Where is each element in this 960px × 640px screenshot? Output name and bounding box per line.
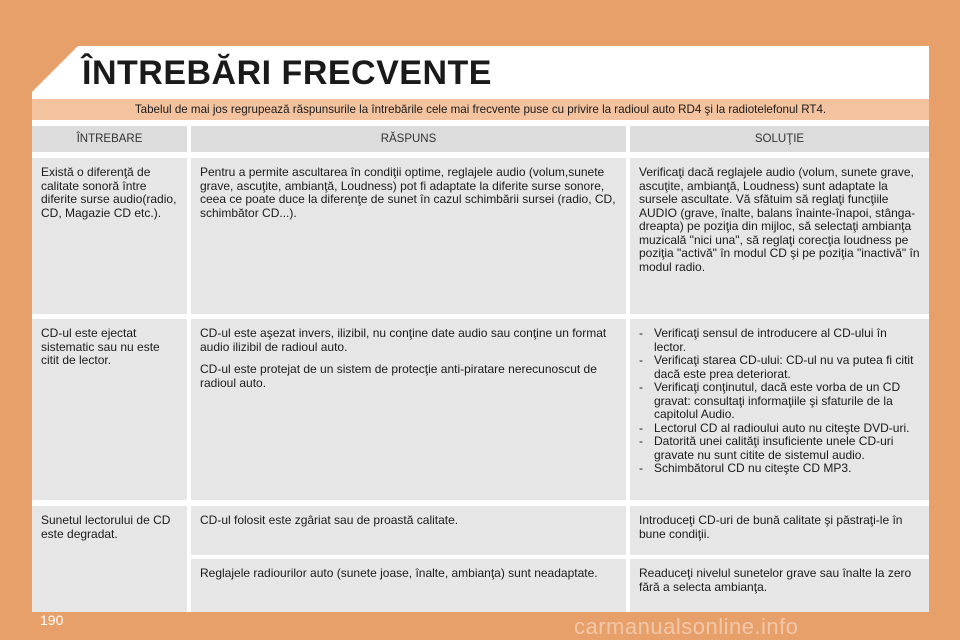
row-1-solution-text: Verificaţi dacă reglajele audio (volum, sunete grave, ascuţite, ambianţă, Loudness) sunt adaptate la sursele ascultate. Vă sfătuim să reglaţi funcţiile AUDIO (grave, înalte, balans înainte-înapoi, stânga-dreapta) pe poziţia din mijloc, să selectaţi ambianţa muzicală "nici una", să reglaţi corecţia loudness pe poziţia "activă" în modul CD şi pe poziţia "inactivă" în modul radio. <box>639 165 920 274</box>
row-1-question <box>32 158 187 314</box>
row-2-answer-paragraph-1: CD-ul este aşezat invers, ilizibil, nu conţine date audio sau conţine un format audio ilizibil de radioul auto. <box>200 326 607 354</box>
intro-banner: Tabelul de mai jos regrupează răspunsurile la întrebările cele mai frecvente puse cu privire la radioul auto RD4 şi la radiotelefonul RT4. <box>32 99 929 120</box>
row-2-solution <box>630 319 929 500</box>
header-answer: RĂSPUNS <box>191 126 626 152</box>
row-2-question-text: CD-ul este ejectat sistematic sau nu este citit de lector. <box>41 326 160 367</box>
list-item: - Verificaţi sensul de introducere al CD-ului în lector. <box>639 326 887 354</box>
row-3b-answer <box>191 559 626 612</box>
row-1-answer-text: Pentru a permite ascultarea în condiţii optime, reglajele audio (volum,sunete grave, ascuţite, ambianţă, Loudness) pot fi adaptate la diferite surse sonore, ceea ce poate duce la diferenţe de sunet în cazul schimbării sursei (radio, CD, schimbător CD...). <box>200 165 616 220</box>
row-3a-solution <box>630 506 929 555</box>
header-question: ÎNTREBARE <box>32 126 187 152</box>
page-title: ÎNTREBĂRI FRECVENTE <box>82 54 492 92</box>
row-2-answer-paragraph-2: CD-ul este protejat de un sistem de protecţie anti-piratare nerecunoscut de radioul auto. <box>200 362 597 390</box>
row-3b-answer-text: Reglajele radiourilor auto (sunete joase, înalte, ambianţa) sunt neadaptate. <box>200 566 598 580</box>
page-corner-cut <box>32 46 78 92</box>
row-3-question <box>32 506 187 612</box>
watermark: carmanualsonline.info <box>574 614 799 639</box>
row-2-answer <box>191 319 626 500</box>
row-3b-solution-text: Readuceţi nivelul sunetelor grave sau înalte la zero fără a selecta ambianţa. <box>639 566 912 594</box>
row-3a-solution-text: Introduceţi CD-uri de bună calitate şi păstraţi-le în bune condiţii. <box>639 513 903 541</box>
page-number: 190 <box>40 612 64 628</box>
list-item: - Schimbătorul CD nu citeşte CD MP3. <box>639 461 852 475</box>
list-item: - Verificaţi conţinutul, dacă este vorba de un CD gravat: consultaţi informaţiile şi sfaturile de la capitolul Audio. <box>639 380 901 421</box>
row-3b-solution <box>630 559 929 612</box>
row-1-solution <box>630 158 929 314</box>
row-3a-answer <box>191 506 626 555</box>
row-1-question-text: Există o diferenţă de calitate sonoră între diferite surse audio(radio, CD, Magazie CD etc.). <box>41 165 177 220</box>
row-2-question <box>32 319 187 500</box>
list-item: - Verificaţi starea CD-ului: CD-ul nu va putea fi citit dacă este prea deteriorat. <box>639 353 914 381</box>
list-item: - Lectorul CD al radioului auto nu citeşte DVD-uri. <box>639 420 910 435</box>
manual-page <box>32 46 929 612</box>
list-item: - Datorită unei calităţi insuficiente unele CD-uri gravate nu sunt citite de sistemul audio. <box>639 434 894 462</box>
row-2-solution-list <box>639 327 921 476</box>
row-3-question-text: Sunetul lectorului de CD este degradat. <box>41 513 171 541</box>
row-1-answer <box>191 158 626 314</box>
row-3a-answer-text: CD-ul folosit este zgâriat sau de proastă calitate. <box>200 513 459 527</box>
header-solution: SOLUŢIE <box>630 126 929 152</box>
